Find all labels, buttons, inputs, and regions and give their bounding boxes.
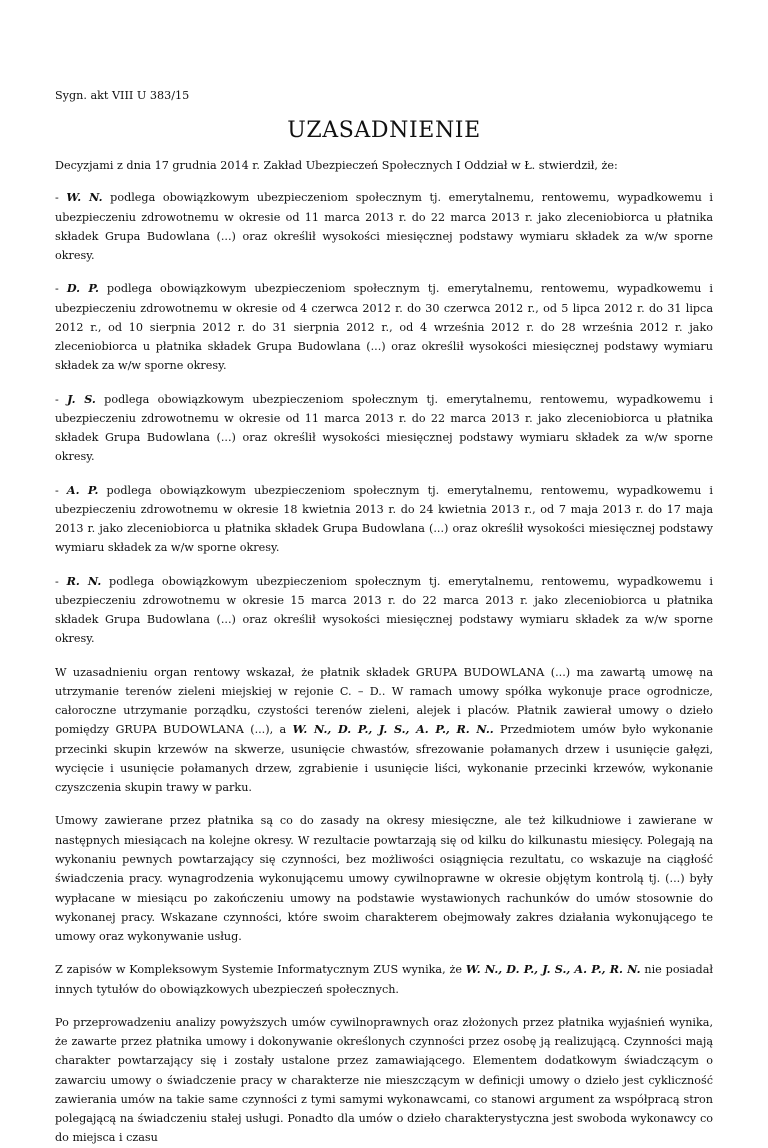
records-paragraph [55,960,713,999]
decision-item-4 [55,481,713,558]
document-title: UZASADNIENIE [287,118,481,143]
person-name: A. P. [66,482,99,497]
person-name: W. N. [66,190,103,205]
text-before: Z zapisów w Kompleksowym Systemie Informatycznym ZUS wynika, że [55,963,466,977]
person-names: W. N., D. P., J. S., A. P., R. N.. [292,722,494,737]
item-prefix: - [55,191,67,205]
contracts-paragraph: Umowy zawierane przez płatnika są co do zasady na okresy miesięczne, ale też kilkudniowe i zawierane w następnych miesiącach na kolejne okresy. W rezultacie powtarzają się od kilku do kilkunastu miesięcy. Polegają na wykonaniu pewnych powtarzający się czynności, bez możliwości osiągnięcia rezultatu, co wskazuje na ciągłość świadczenia pracy. wynagrodzenia wykonującemu umowy cywilnoprawne w okresie objętym kontrolą tj. (...) były wypłacane w miesiącu po zakończeniu umowy na podstawie wystawionych rachunków do umów stosownie do wykonanej pracy. Wskazane czynności, które swoim charakterem obejmowały zakres działania wykonującego te umowy oraz wykonywanie usług. [55,814,713,944]
item-prefix: - [55,574,67,588]
decision-item-2 [55,279,713,375]
item-text: podlega obowiązkowym ubezpieczeniom społecznym tj. emerytalnemu, rentowemu, wypadkowemu i ubezpieczeniu zdrowotnemu w okresie od 11 marca 2013 r. do 22 marca 2013 r. jako zleceniobiorca u płatnika składek Grupa Budowlana (...) oraz określił wysokości miesięcznej podstawy wymiaru składek za w/w sporne okresy. [55,392,713,464]
item-text: podlega obowiązkowym ubezpieczeniom społecznym tj. emerytalnemu, rentowemu, wypadkowemu i ubezpieczeniu zdrowotnemu w okresie od 11 marca 2013 r. do 22 marca 2013 r. jako zleceniobiorca u płatnika składek Grupa Budowlana (...) oraz określił wysokości miesięcznej podstawy wymiaru składek za w/w sporne okresy. [55,191,713,263]
justification-paragraph [55,663,713,798]
item-text: podlega obowiązkowym ubezpieczeniom społecznym tj. emerytalnemu, rentowemu, wypadkowemu i ubezpieczeniu zdrowotnemu w okresie od 4 czerwca 2012 r. do 30 czerwca 2012 r., od 5 lipca 2012 r. do 31 lipca 2012 r., od 10 sierpnia 2012 r. do 31 sierpnia 2012 r., od 4 września 2012 r. do 28 września 2012 r. jako zleceniobiorca u płatnika składek Grupa Budowlana (...) oraz określił wysokości miesięcznej podstawy wymiaru składek za w/w sporne okresy. [55,282,713,373]
item-text: podlega obowiązkowym ubezpieczeniom społecznym tj. emerytalnemu, rentowemu, wypadkowemu i ubezpieczeniu zdrowotnemu w okresie 18 kwietnia 2013 r. do 24 kwietnia 2013 r., od 7 maja 2013 r. do 17 maja 2013 r. jako zleceniobiorca u płatnika składek Grupa Budowlana (...) oraz określił wysokości miesięcznej podstawy wymiaru składek za w/w sporne okresy. [55,483,713,555]
person-name: R. N. [66,573,102,588]
text-after: nie posiadał innych tytułów do obowiązkowych ubezpieczeń społecznych. [55,963,714,996]
intro-paragraph: Decyzjami z dnia 17 grudnia 2014 r. Zakład Ubezpieczeń Społecznych I Oddział w Ł. stwierdził, że: [55,159,618,172]
text-after: Przedmiotem umów było wykonanie przecinki skupin krzewów na skwerze, usunięcie chwastów, sfrezowanie połamanych drzew i usunięcie gałęzi, wycięcie i usunięcie połamanych drzew, zgrabienie i usunięcie liści, wykonanie przecinki krzewów, wykonanie czyszczenia skupin trawy w parku. [55,723,713,795]
person-name: D. P. [66,281,99,296]
analysis-paragraph: Po przeprowadzeniu analizy powyższych umów cywilnoprawnych oraz złożonych przez płatnika wyjaśnień wynika, że zawarte przez płatnika umowy i dokonywanie określonych czynności przez osobę ją realizującą. Czynności mają charakter powtarzający się i zostały ustalone przez zamawiającego. Elementem dodatkowym świadczącym o zawarciu umowy o świadczenie pracy w charakterze nie mieszczącym w definicji umowy o dzieło jest cykliczność zawierania umów na takie same czynności z tymi samymi wykonawcami, co stanowi argument za współpracą stron polegającą na świadczeniu stałej usługi. Ponadto dla umów o dzieło charakterystyczna jest swoboda wykonawcy co do miejsca i czasu [55,1015,713,1145]
item-text: podlega obowiązkowym ubezpieczeniom społecznym tj. emerytalnemu, rentowemu, wypadkowemu i ubezpieczeniu zdrowotnemu w okresie 15 marca 2013 r. do 22 marca 2013 r. jako zleceniobiorca u płatnika składek Grupa Budowlana (...) oraz określił wysokości miesięcznej podstawy wymiaru składek za w/w sporne okresy. [55,574,713,646]
decision-item-1 [55,188,713,265]
text-before: W uzasadnieniu organ rentowy wskazał, że płatnik składek GRUPA BUDOWLANA (...) ma zawartą umowę na utrzymanie terenów zieleni miejskiej w rejonie C. – D.. W ramach umowy spółka wykonuje prace ogrodnicze, całoroczne utrzymanie porządku, czystości terenów zieleni, alejek i placów. Płatnik zawierał umowy o dzieło pomiędzy GRUPA BUDOWLANA (...), a [55,665,713,737]
person-names: W. N., D. P., J. S., A. P., R. N. [465,962,641,977]
decision-item-3 [55,390,713,467]
item-prefix: - [55,483,67,497]
decision-item-5 [55,572,713,649]
person-name: J. S. [67,391,96,406]
item-prefix: - [55,392,68,406]
item-prefix: - [55,282,67,296]
case-signature: Sygn. akt VIII U 383/15 [55,89,190,102]
